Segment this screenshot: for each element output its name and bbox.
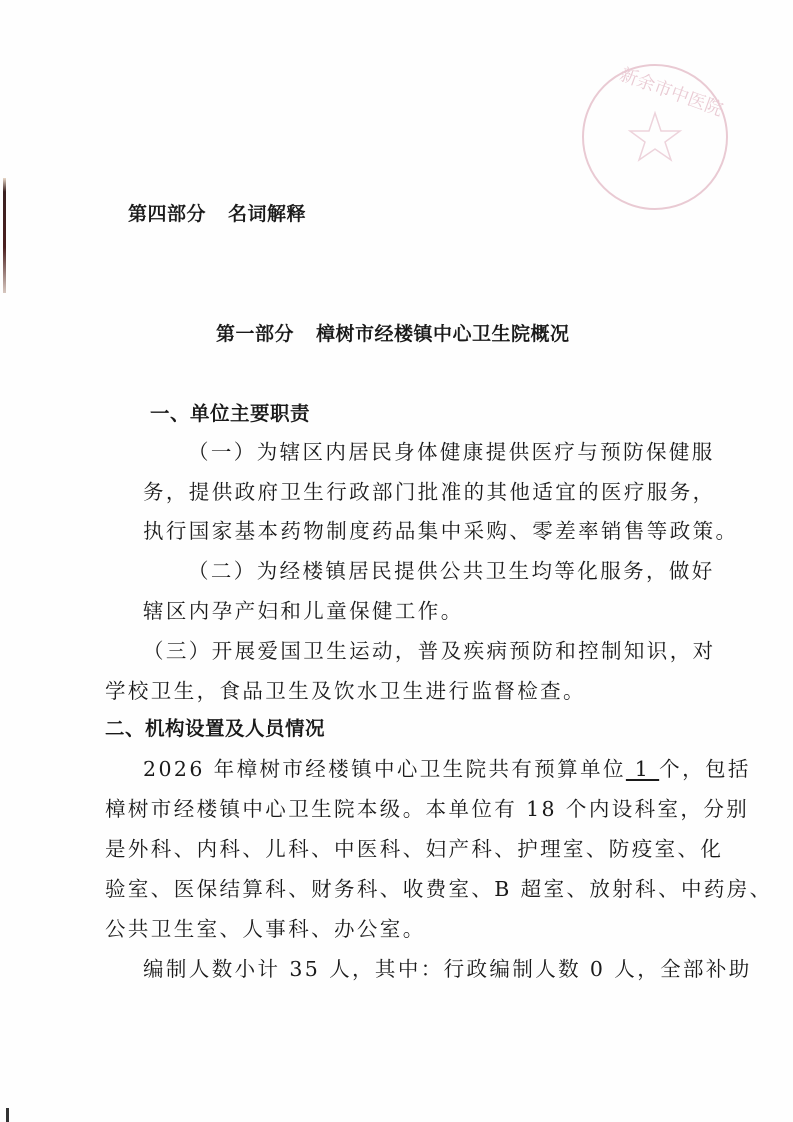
section1-line: （三）开展爱国卫生运动，普及疾病预防和控制知识，对 bbox=[143, 639, 716, 663]
star-icon bbox=[630, 113, 680, 160]
section1-line: 务，提供政府卫生行政部门批准的其他适宜的医疗服务， bbox=[143, 480, 716, 504]
part4-title: 名词解释 bbox=[228, 203, 307, 225]
section2-heading: 二、机构设置及人员情况 bbox=[105, 717, 326, 740]
section2-line1-text: 2026 年樟树市经楼镇中心卫生院共有预算单位 bbox=[143, 757, 626, 781]
section1-line: 执行国家基本药物制度药品集中采购、零差率销售等政策。 bbox=[143, 519, 739, 543]
section2-line: 验室、医保结算科、财务科、收费室、B 超室、放射科、中药房、 bbox=[105, 877, 773, 901]
section2-line bbox=[143, 757, 751, 781]
budget-unit-count: 1 bbox=[625, 757, 660, 781]
part1-heading bbox=[216, 322, 570, 346]
part1-title: 樟树市经楼镇中心卫生院概况 bbox=[316, 323, 570, 345]
scan-edge-mark-bottom bbox=[6, 1108, 9, 1122]
section2-line: 樟树市经楼镇中心卫生院本级。本单位有 18 个内设科室，分别 bbox=[105, 797, 750, 821]
section2-line: 公共卫生室、人事科、办公室。 bbox=[105, 917, 426, 941]
section1-line: （二）为经楼镇居民提供公共卫生均等化服务，做好 bbox=[188, 559, 715, 583]
scan-edge-mark bbox=[3, 178, 6, 293]
section1-line: 辖区内孕产妇和儿童保健工作。 bbox=[143, 599, 464, 623]
section2-line: 编制人数小计 35 人，其中：行政编制人数 0 人，全部补助 bbox=[143, 957, 752, 981]
svg-text:新余市中医院: 新余市中医院 bbox=[616, 64, 726, 121]
section1-line: （一）为辖区内居民身体健康提供医疗与预防保健服 bbox=[188, 440, 715, 464]
part4-number: 第四部分 bbox=[128, 203, 207, 225]
section1-heading: 一、单位主要职责 bbox=[150, 402, 311, 425]
section1-line: 学校卫生，食品卫生及饮水卫生进行监督检查。 bbox=[105, 679, 586, 703]
part4-heading bbox=[128, 202, 306, 226]
official-seal-stamp bbox=[560, 55, 740, 215]
section2-line1-end: 个，包括 bbox=[659, 757, 751, 781]
part1-number: 第一部分 bbox=[216, 323, 295, 345]
section2-line: 是外科、内科、儿科、中医科、妇产科、护理室、防疫室、化 bbox=[105, 837, 724, 861]
